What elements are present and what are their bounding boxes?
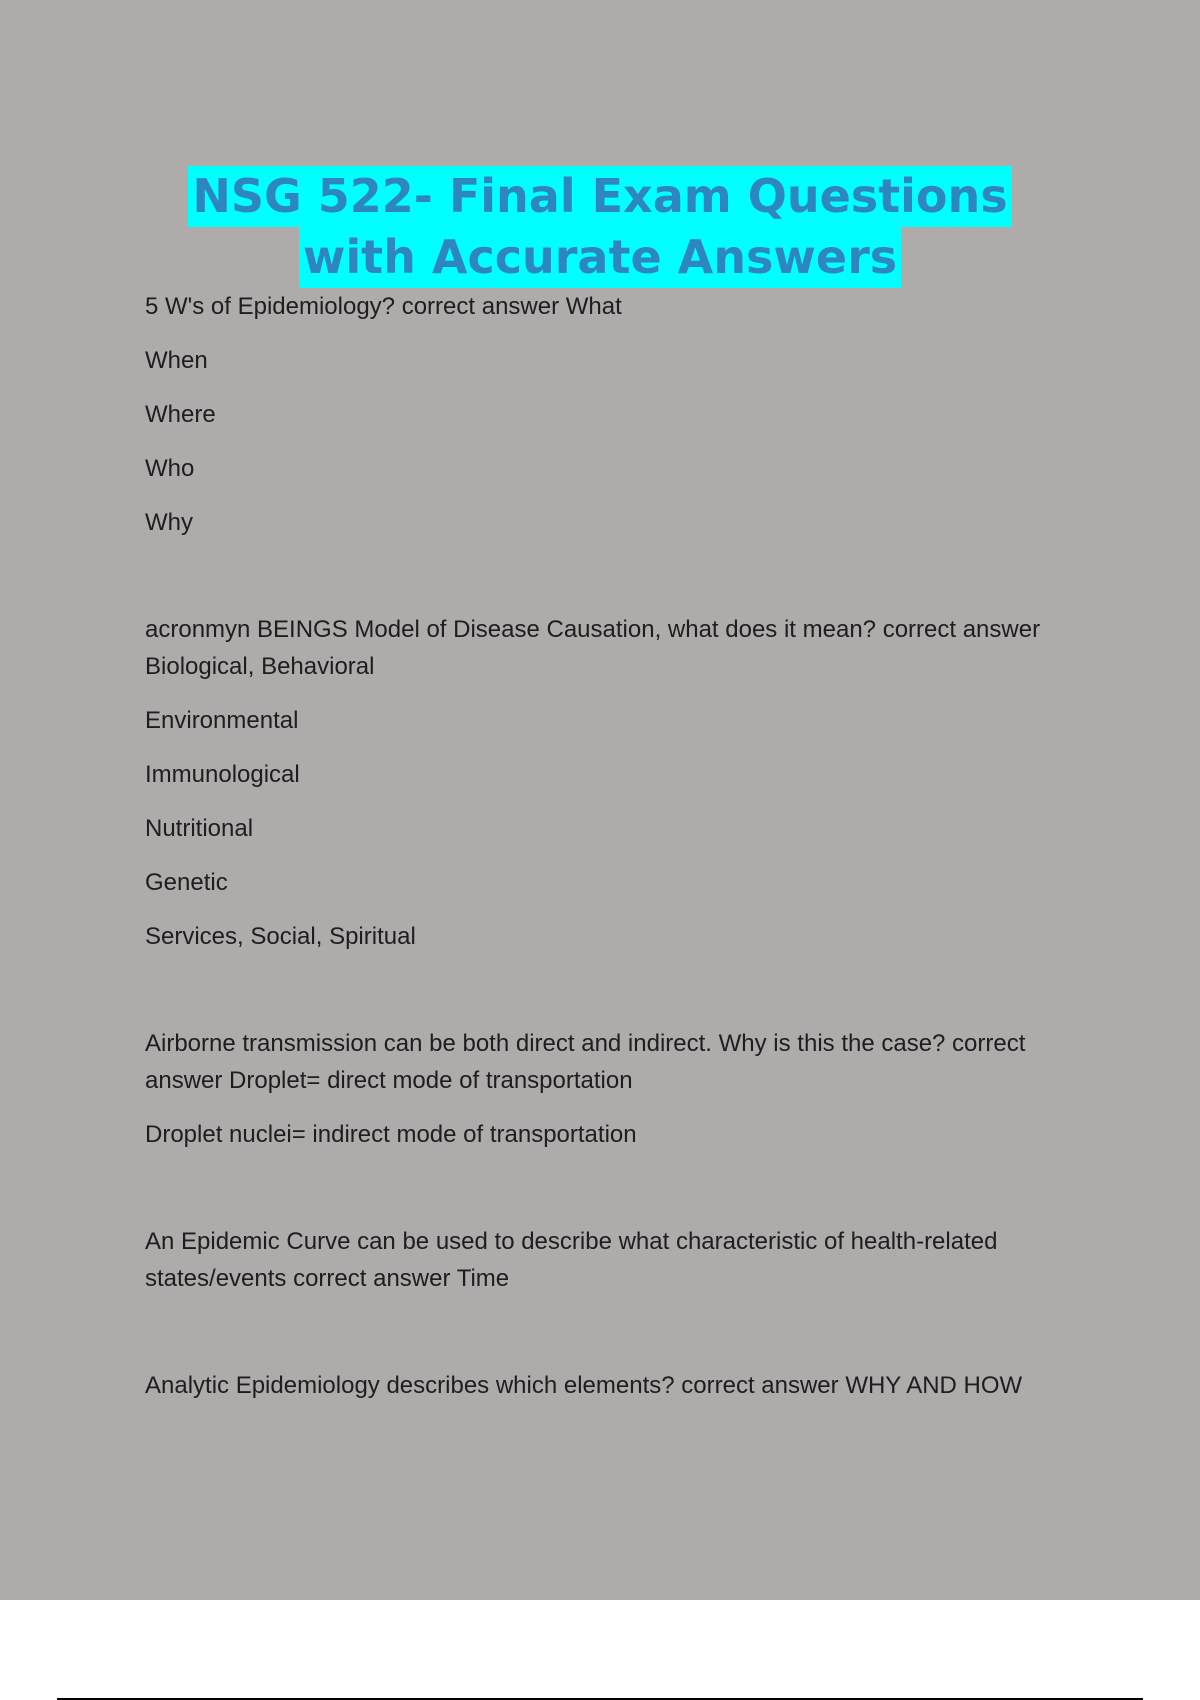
question-text: An Epidemic Curve can be used to describe what characteristic of health-related states/events correct answer Time bbox=[145, 1228, 998, 1292]
answer-line: When bbox=[145, 347, 208, 374]
answer-line: Environmental bbox=[145, 707, 299, 734]
answer-line: Who bbox=[145, 455, 195, 482]
answer-line: Services, Social, Spiritual bbox=[145, 923, 416, 950]
answer-line: Nutritional bbox=[145, 815, 254, 842]
answer-line: Why bbox=[145, 509, 193, 536]
document-title bbox=[0, 166, 1200, 288]
answer-line: Immunological bbox=[145, 761, 300, 788]
qa-item-2 bbox=[145, 611, 1085, 955]
question-text: Airborne transmission can be both direct and indirect. Why is this the case? correct answer Droplet= direct mode of transportation bbox=[145, 1030, 1026, 1094]
title-line-2: with Accurate Answers bbox=[299, 227, 901, 288]
question-text: acronmyn BEINGS Model of Disease Causation, what does it mean? correct answer Biological, Behavioral bbox=[145, 616, 1041, 680]
question-text: 5 W's of Epidemiology? correct answer What bbox=[145, 293, 622, 320]
answer-line: Genetic bbox=[145, 869, 228, 896]
qa-item-4 bbox=[145, 1223, 1085, 1297]
qa-item-5 bbox=[145, 1367, 1085, 1404]
title-line-1: NSG 522- Final Exam Questions bbox=[188, 166, 1011, 227]
qa-item-3 bbox=[145, 1025, 1085, 1153]
document-body bbox=[145, 288, 1085, 1404]
question-text: Analytic Epidemiology describes which elements? correct answer WHY AND HOW bbox=[145, 1372, 1023, 1399]
answer-line: Where bbox=[145, 401, 216, 428]
qa-item-1 bbox=[145, 288, 1085, 541]
answer-line: Droplet nuclei= indirect mode of transportation bbox=[145, 1121, 637, 1148]
